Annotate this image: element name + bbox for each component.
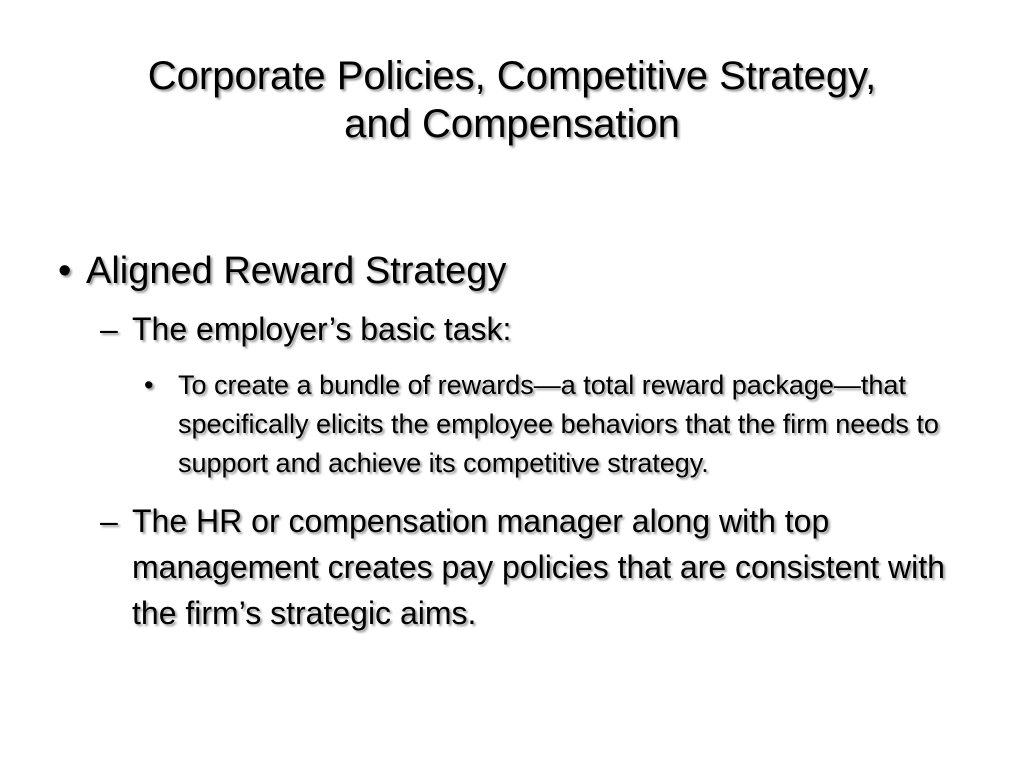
bullet-level-2	[58, 306, 978, 352]
dash-marker: –	[100, 311, 118, 347]
bullet-text: To create a bundle of rewards—a total reward package—that specifically elicits the employee behaviors that the firm needs to support and achieve its competitive strategy.	[178, 370, 939, 478]
bullet-text: Aligned Reward Strategy	[86, 250, 507, 292]
bullet-marker: •	[144, 370, 154, 400]
bullet-level-2	[58, 498, 978, 636]
slide-title	[40, 52, 984, 148]
slide-body	[58, 248, 978, 636]
dash-marker: –	[100, 503, 118, 539]
title-line-2: and Compensation	[344, 102, 680, 146]
bullet-level-3	[58, 366, 978, 483]
bullet-level-1	[58, 248, 978, 294]
bullet-text: The employer’s basic task:	[132, 311, 512, 347]
bullet-text: The HR or compensation manager along with top management creates pay policies that are consistent with the firm’s strategic aims.	[132, 503, 945, 631]
title-line-1: Corporate Policies, Competitive Strategy,	[147, 54, 877, 98]
bullet-marker: •	[58, 250, 72, 292]
